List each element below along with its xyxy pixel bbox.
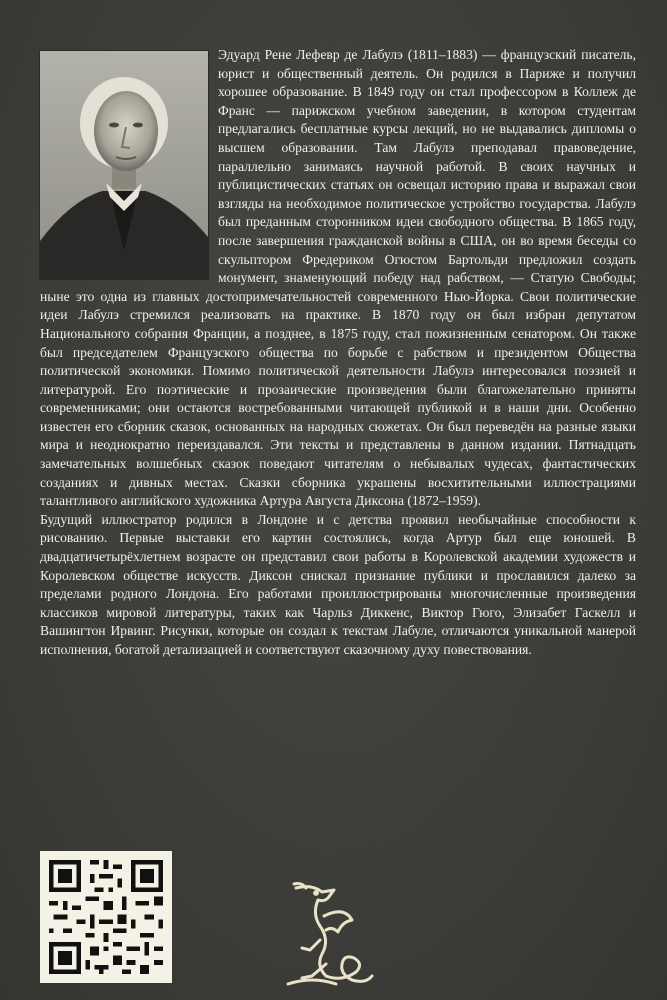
biography-paragraph-1: Эдуард Рене Лефевр де Лабулэ (1811–1883) — французский писатель, юрист и общественный деятель. Он родился в Париже и получил хорошее образование. В 1849 году он стал профессором в Коллеж де Франс — парижском учебном заведении, в котором студентам предлагались бесплатные курсы лекций, но не выдавались дипломы о высшем образовании. Там Лабулэ преподавал правоведение, параллельно занимаясь научной работой. В своих научных и публицистических статьях он освещал историю права и выражал свои взгляды на необходимое политическое устройство государства. Лабулэ был преданным сторонником идеи свободного общества. В 1865 году, после завершения гражданской войны в США, он во время беседы со скульптором Фредериком Огюстом Бартольди предложил создать монумент, знаменующий победу над рабством, — Статую Свободы; ныне это одна из главных достопримечательностей современного Нью-Йорка. Свои политические идеи Лабулэ стремился реализовать на практике. В 1870 году он был избран депутатом Национального собрания Франции, а позднее, в 1875 году, стал пожизненным сенатором. Он также был председателем Французского общества по борьбе с рабством и президентом Общества политической экономики. Помимо политической деятельности Лабулэ интересовался поэзией и литературой. Его поэтические и прозаические произведения были благожелательно приняты современниками; они остаются востребованными читающей публикой и в наши дни. Особенно известен его сборник сказок, основанных на народных сюжетах. Он был переведён на разные языки мира и неоднократно переиздавался. Эти тексты и представлены в данном издании. Пятнадцать замечательных волшебных сказок поведают читателям о небывалых чудесах, фантастических созданиях и дивных местах. Сказки сборника украшены восхитительными иллюстрациями талантливого английского художника Артура Августа Диксона (1872–1959). <box>40 47 636 509</box>
qr-code <box>40 851 172 983</box>
dragon-logo-icon <box>282 880 380 988</box>
biography-paragraph-2: Будущий иллюстратор родился в Лондоне и с детства проявил необычайные способности к рисованию. Первые выставки его картин состоялись, когда Артур был еще юношей. В двадцатичетырёхлетнем возрасте он представил свои работы в Королевской академии художеств и Королевском обществе искусств. Диксон снискал признание публики и прославился далеко за пределами родного Лондона. Его работами проиллюстрированы многочисленные произведения классиков мировой литературы, таких как Чарльз Диккенс, Виктор Гюго, Элизабет Гаскелл и Вашингтон Ирвинг. Рисунки, которые он создал к текстам Лабуле, отличаются уникальной манерой исполнения, богатой детализацией и соответствуют сказочному духу повествования. <box>40 511 636 657</box>
author-biography <box>40 46 636 660</box>
